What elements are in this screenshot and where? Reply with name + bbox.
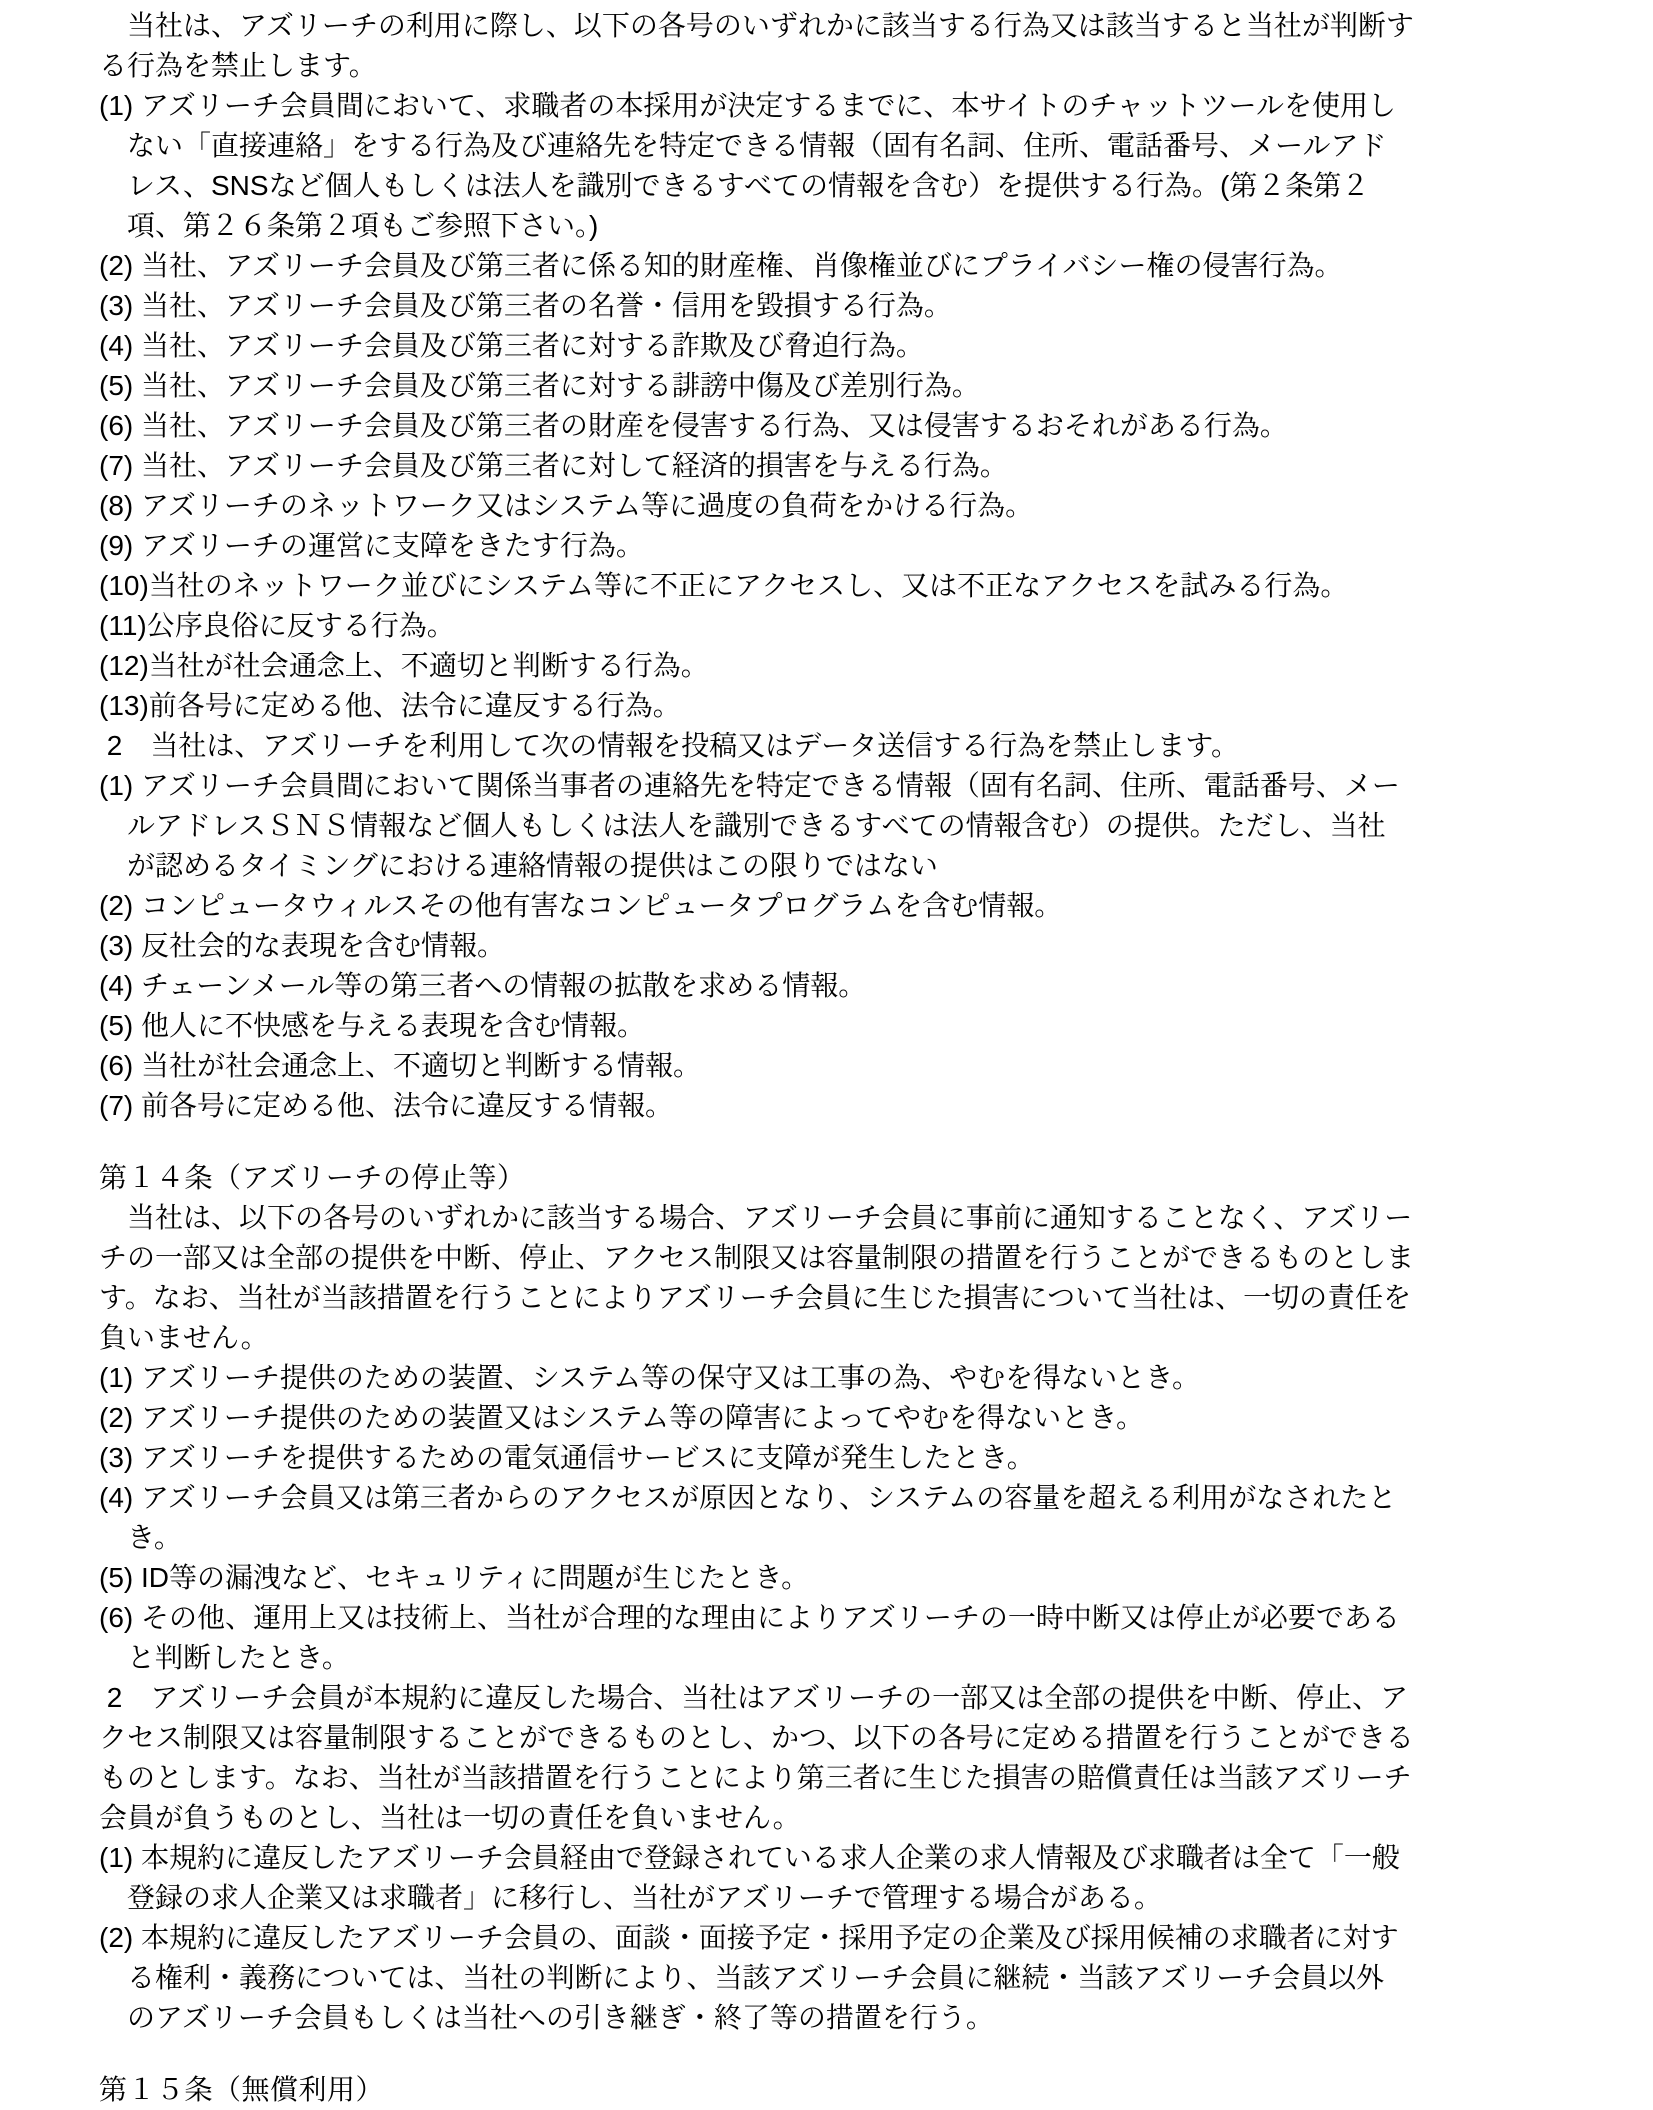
text-line: (2) アズリーチ提供のための装置又はシステム等の障害によってやむを得ないとき。	[99, 1402, 1144, 1433]
list-item	[99, 646, 1597, 686]
list-item	[99, 686, 1597, 726]
text-line: 負いません。	[99, 1322, 269, 1353]
text-line: チの一部又は全部の提供を中断、停止、アクセス制限又は容量制限の措置を行うことができるものとしま	[99, 1242, 1415, 1273]
list-item	[99, 926, 1597, 966]
list-item	[99, 606, 1597, 646]
list-item	[99, 566, 1597, 606]
list-item	[99, 446, 1597, 486]
text-line: (2) 本規約に違反したアズリーチ会員の、面談・面接予定・採用予定の企業及び採用候補の求職者に対す	[99, 1922, 1399, 1953]
list-item	[99, 1598, 1597, 1678]
text-line: レス、SNSなど個人もしくは法人を識別できるすべての情報を含む）を提供する行為。(第２条第２	[127, 170, 1370, 201]
paragraph	[99, 1198, 1597, 1358]
paragraph	[99, 6, 1597, 86]
item-marker: (6)	[99, 1050, 141, 1081]
text-line: す。なお、当社が当該措置を行うことによりアズリーチ会員に生じた損害について当社は、一切の責任を	[99, 1282, 1412, 1313]
text-line: (1) 本規約に違反したアズリーチ会員経由で登録されている求人企業の求人情報及び求職者は全て「一般	[99, 1842, 1400, 1873]
item-marker: (9)	[99, 530, 141, 561]
text-line: る行為を禁止します。	[99, 50, 377, 81]
item-marker: (8)	[99, 490, 141, 521]
text-line: (4) アズリーチ会員又は第三者からのアクセスが原因となり、システムの容量を超える利用がなされたと	[99, 1482, 1397, 1513]
text-line: クセス制限又は容量制限することができるものとし、かつ、以下の各号に定める措置を行うことができる	[99, 1722, 1414, 1753]
list-item	[99, 1358, 1597, 1398]
text-line: 当社は、以下の各号のいずれかに該当する場合、アズリーチ会員に事前に通知することなく、アズリー	[99, 1202, 1413, 1233]
list-item	[99, 1838, 1597, 1918]
list-item	[99, 326, 1597, 366]
text-line: (3) アズリーチを提供するための電気通信サービスに支障が発生したとき。	[99, 1442, 1035, 1473]
list-item	[99, 1006, 1597, 1046]
text-line: ルアドレスＳＮＳ情報など個人もしくは法人を識別できるすべての情報含む）の提供。ただし、当社	[127, 810, 1386, 841]
text-line: (4) チェーンメール等の第三者への情報の拡散を求める情報。	[99, 970, 867, 1001]
text-line: 項、第２６条第２項もご参照下さい。)	[127, 210, 599, 241]
item-marker: (12)	[99, 650, 149, 681]
item-marker: (4)	[99, 970, 141, 1001]
list-item	[99, 886, 1597, 926]
item-marker: (2)	[99, 890, 141, 921]
article-heading	[99, 1158, 1597, 1198]
text-line: 2 当社は、アズリーチを利用して次の情報を投稿又はデータ送信する行為を禁止します。	[99, 730, 1239, 761]
list-item	[99, 1558, 1597, 1598]
item-marker: (6)	[99, 1602, 141, 1633]
text-line: (8) アズリーチのネットワーク又はシステム等に過度の負荷をかける行為。	[99, 490, 1034, 521]
text-line: (2) コンピュータウィルスその他有害なコンピュータプログラムを含む情報。	[99, 890, 1063, 921]
text-line: (7) 前各号に定める他、法令に違反する情報。	[99, 1090, 674, 1121]
text-line: (5) 当社、アズリーチ会員及び第三者に対する誹謗中傷及び差別行為。	[99, 370, 980, 401]
item-marker: (2)	[99, 1402, 141, 1433]
text-line: き。	[127, 1522, 182, 1553]
item-marker: (5)	[99, 1010, 141, 1041]
text-line: と判断したとき。	[127, 1642, 350, 1673]
text-line: (4) 当社、アズリーチ会員及び第三者に対する詐欺及び脅迫行為。	[99, 330, 924, 361]
item-marker: (1)	[99, 1362, 141, 1393]
list-item	[99, 246, 1597, 286]
item-marker: (10)	[99, 570, 149, 601]
list-item	[99, 86, 1597, 246]
text-line: る権利・義務については、当社の判断により、当該アズリーチ会員に継続・当該アズリーチ会員以外	[127, 1962, 1385, 1993]
text-line: (6) 当社が社会通念上、不適切と判断する情報。	[99, 1050, 702, 1081]
text-line: (9) アズリーチの運営に支障をきたす行為。	[99, 530, 644, 561]
list-item	[99, 366, 1597, 406]
text-line: (3) 反社会的な表現を含む情報。	[99, 930, 506, 961]
section-spacer	[99, 1126, 1597, 1158]
text-line: 第１４条（アズリーチの停止等）	[99, 1162, 526, 1193]
list-item	[99, 1398, 1597, 1438]
item-marker: (7)	[99, 1090, 141, 1121]
article-heading	[99, 2070, 1597, 2110]
text-line: (3) 当社、アズリーチ会員及び第三者の名誉・信用を毀損する行為。	[99, 290, 952, 321]
text-line: (5) 他人に不快感を与える表現を含む情報。	[99, 1010, 646, 1041]
text-line: 会員が負うものとし、当社は一切の責任を負いません。	[99, 1802, 801, 1833]
list-item	[99, 1438, 1597, 1478]
text-line: (12)当社が社会通念上、不適切と判断する行為。	[99, 650, 709, 681]
item-marker: (11)	[99, 610, 147, 641]
text-line: (13)前各号に定める他、法令に違反する行為。	[99, 690, 681, 721]
text-line: が認めるタイミングにおける連絡情報の提供はこの限りではない	[127, 850, 938, 881]
section-spacer	[99, 2038, 1597, 2070]
list-item	[99, 486, 1597, 526]
text-line: (1) アズリーチ会員間において、求職者の本採用が決定するまでに、本サイトのチャットツールを使用し	[99, 90, 1396, 121]
item-marker: (5)	[99, 370, 141, 401]
item-marker: (4)	[99, 1482, 141, 1513]
item-marker: (6)	[99, 410, 141, 441]
item-marker: (1)	[99, 1842, 141, 1873]
list-item	[99, 286, 1597, 326]
text-line: (7) 当社、アズリーチ会員及び第三者に対して経済的損害を与える行為。	[99, 450, 1008, 481]
text-line: (1) アズリーチ提供のための装置、システム等の保守又は工事の為、やむを得ないとき。	[99, 1362, 1200, 1393]
item-marker: (1)	[99, 770, 141, 801]
text-line: (10)当社のネットワーク並びにシステム等に不正にアクセスし、又は不正なアクセスを試みる行為。	[99, 570, 1349, 601]
text-line: 登録の求人企業又は求職者」に移行し、当社がアズリーチで管理する場合がある。	[127, 1882, 1162, 1913]
list-item	[99, 1918, 1597, 2038]
paragraph	[99, 726, 1597, 766]
paragraph	[99, 1678, 1597, 1838]
item-marker: (1)	[99, 90, 141, 121]
item-marker: (2)	[99, 250, 141, 281]
text-line: ものとします。なお、当社が当該措置を行うことにより第三者に生じた損害の賠償責任は当該アズリーチ	[99, 1762, 1412, 1793]
list-item	[99, 766, 1597, 886]
text-line: (1) アズリーチ会員間において関係当事者の連絡先を特定できる情報（固有名詞、住所、電話番号、メー	[99, 770, 1400, 801]
list-item	[99, 1086, 1597, 1126]
text-line: ない「直接連絡」をする行為及び連絡先を特定できる情報（固有名詞、住所、電話番号、メールアド	[127, 130, 1387, 161]
text-line: 2 アズリーチ会員が本規約に違反した場合、当社はアズリーチの一部又は全部の提供を中断、停止、ア	[99, 1682, 1409, 1713]
item-marker: (3)	[99, 1442, 141, 1473]
item-marker: (5)	[99, 1562, 141, 1593]
item-marker: (4)	[99, 330, 141, 361]
text-line: (6) 当社、アズリーチ会員及び第三者の財産を侵害する行為、又は侵害するおそれがある行為。	[99, 410, 1288, 441]
text-line: 当社は、アズリーチの利用に際し、以下の各号のいずれかに該当する行為又は該当すると当社が判断す	[99, 10, 1414, 41]
item-marker: (7)	[99, 450, 141, 481]
item-marker: (13)	[99, 690, 149, 721]
text-line: (11)公序良俗に反する行為。	[99, 610, 455, 641]
text-line: 第１５条（無償利用）	[99, 2074, 385, 2105]
list-item	[99, 406, 1597, 446]
text-line: (6) その他、運用上又は技術上、当社が合理的な理由によりアズリーチの一時中断又は停止が必要である	[99, 1602, 1400, 1633]
item-marker: (3)	[99, 930, 141, 961]
list-item	[99, 1046, 1597, 1086]
list-item	[99, 966, 1597, 1006]
text-line: (2) 当社、アズリーチ会員及び第三者に係る知的財産権、肖像権並びにプライバシー権の侵害行為。	[99, 250, 1343, 281]
text-line: のアズリーチ会員もしくは当社への引き継ぎ・終了等の措置を行う。	[127, 2002, 994, 2033]
item-marker: (2)	[99, 1922, 141, 1953]
list-item	[99, 526, 1597, 566]
item-marker: (3)	[99, 290, 141, 321]
list-item	[99, 1478, 1597, 1558]
text-line: (5) ID等の漏洩など、セキュリティに問題が生じたとき。	[99, 1562, 810, 1593]
